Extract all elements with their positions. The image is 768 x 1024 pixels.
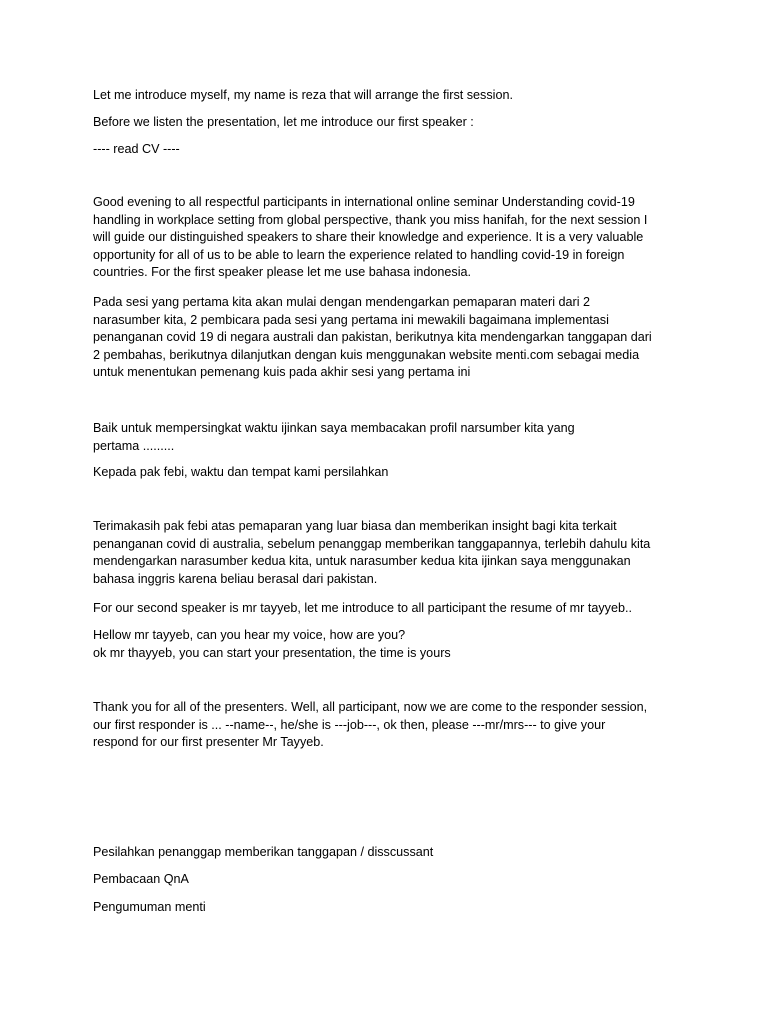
paragraph-responder-session [93, 699, 683, 752]
text-line: Pembacaan QnA [93, 872, 189, 886]
text-line: untuk menentukan pemenang kuis pada akhir sesi yang pertama ini [93, 365, 471, 380]
text-line: Let me introduce myself, my name is reza that will arrange the first session. [93, 88, 513, 102]
paragraph-read-cv [93, 141, 683, 159]
text-line: 2 pembahas, berikutnya dilanjutkan dengan kuis menggunakan website menti.com sebagai media [93, 347, 640, 362]
text-line: narasumber kita, 2 pembicara pada sesi yang pertama ini mewakili bagaimana implementasi [93, 312, 609, 327]
text-line: penanganan covid di australia, sebelum penanggap memberikan tanggapannya, terlebih dahulu kita [93, 536, 651, 551]
text-line: Hellow mr tayyeb, can you hear my voice, how are you? [93, 628, 406, 642]
text-line: Pengumuman menti [93, 900, 206, 914]
paragraph-greeting-second-speaker [93, 627, 683, 662]
text-line: will guide our distinguished speakers to share their knowledge and experience. It is a very valuable [93, 230, 644, 245]
paragraph-first-speaker-profile [93, 420, 683, 455]
text-line: opportunity for all of us to be able to learn the experience related to handling covid-19 in foreign [93, 247, 625, 262]
paragraph-menti-announcement [93, 899, 683, 917]
paragraph-opening-indonesian [93, 294, 683, 382]
text-line: our first responder is ... --name--, he/she is ---job---, ok then, please ---mr/mrs--- to give your [93, 717, 606, 732]
paragraph-speaker-intro [93, 114, 683, 132]
paragraph-discussant [93, 844, 683, 862]
paragraph-second-speaker [93, 600, 683, 618]
text-line: Good evening to all respectful participants in international online seminar Understanding covid-19 [93, 195, 635, 209]
text-line: handling in workplace setting from global perspective, thank you miss hanifah, for the next session I [93, 212, 648, 227]
text-line: mendengarkan narasumber kedua kita, untuk narasumber kedua kita ijinkan saya menggunakan [93, 554, 631, 569]
text-line: penanganan covid 19 di negara australi dan pakistan, berikutnya kita mendengarkan tanggapan dari [93, 330, 652, 345]
paragraph-introduction [93, 87, 683, 105]
text-line: Pesilahkan penanggap memberikan tanggapan / disscussant [93, 845, 434, 859]
text-line: respond for our first presenter Mr Tayyeb. [93, 735, 324, 750]
text-line: Baik untuk mempersingkat waktu ijinkan saya membacakan profil narsumber kita yang [93, 421, 575, 435]
text-line: Kepada pak febi, waktu dan tempat kami persilahkan [93, 465, 389, 479]
text-line: pertama ......... [93, 438, 175, 453]
paragraph-opening-english [93, 194, 683, 282]
text-line: For our second speaker is mr tayyeb, let me introduce to all participant the resume of mr tayyeb.. [93, 601, 632, 615]
text-line: Pada sesi yang pertama kita akan mulai dengan mendengarkan pemaparan materi dari 2 [93, 295, 591, 309]
text-line: bahasa inggris karena beliau berasal dari pakistan. [93, 571, 378, 586]
text-line: Before we listen the presentation, let me introduce our first speaker : [93, 115, 474, 129]
text-line: Terimakasih pak febi atas pemaparan yang luar biasa dan memberikan insight bagi kita terkait [93, 519, 617, 533]
text-line: ---- read CV ---- [93, 142, 180, 156]
paragraph-invite-first-speaker [93, 464, 683, 482]
text-line: ok mr thayyeb, you can start your presentation, the time is yours [93, 645, 451, 660]
text-line: Thank you for all of the presenters. Well, all participant, now we are come to the responder session, [93, 700, 648, 714]
text-line: countries. For the first speaker please let me use bahasa indonesia. [93, 265, 472, 280]
paragraph-thanks-first-speaker [93, 518, 683, 588]
paragraph-qna [93, 871, 683, 889]
